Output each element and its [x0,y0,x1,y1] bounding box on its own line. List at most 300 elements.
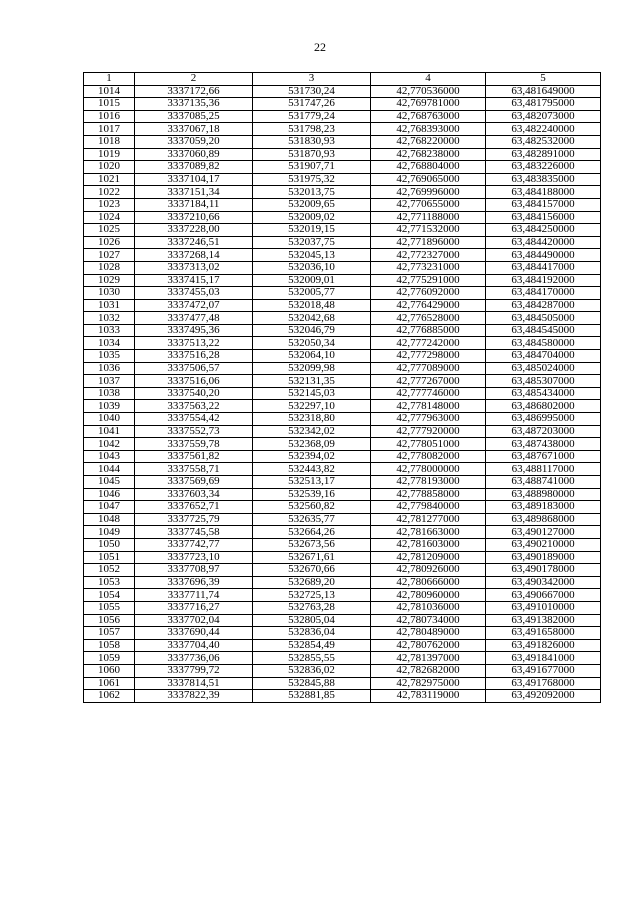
table-cell: 1024 [84,211,135,224]
table-cell: 42,771532000 [371,224,486,237]
table-row [84,589,601,602]
table-cell: 42,776528000 [371,312,486,325]
table-cell: 532145,03 [253,387,371,400]
table-cell: 42,782975000 [371,677,486,690]
table-row [84,148,601,161]
table-row [84,627,601,640]
table-cell: 3337558,71 [135,463,253,476]
table-cell: 42,780960000 [371,589,486,602]
table-row [84,652,601,665]
table-row [84,438,601,451]
table-row [84,337,601,350]
table-cell: 42,768804000 [371,161,486,174]
table-cell: 1026 [84,236,135,249]
table-cell: 1058 [84,639,135,652]
table-cell: 532805,04 [253,614,371,627]
table-cell: 3337711,74 [135,589,253,602]
table-cell: 1049 [84,526,135,539]
table-cell: 1021 [84,173,135,186]
column-header: 5 [486,73,601,86]
table-cell: 3337702,04 [135,614,253,627]
table-row [84,639,601,652]
table-row [84,123,601,136]
table-row [84,677,601,690]
table-cell: 63,484704000 [486,350,601,363]
table-cell: 3337559,78 [135,438,253,451]
table-cell: 42,770536000 [371,85,486,98]
table-cell: 42,780734000 [371,614,486,627]
table-cell: 3337477,48 [135,312,253,325]
table-cell: 3337210,66 [135,211,253,224]
table-cell: 1025 [84,224,135,237]
table-cell: 532046,79 [253,324,371,337]
table-row [84,564,601,577]
table-row [84,236,601,249]
table-cell: 1041 [84,425,135,438]
column-header: 4 [371,73,486,86]
table-cell: 42,768763000 [371,110,486,123]
table-cell: 532037,75 [253,236,371,249]
table-cell: 532018,48 [253,299,371,312]
table-cell: 42,772327000 [371,249,486,262]
table-row [84,463,601,476]
table-cell: 1042 [84,438,135,451]
table-cell: 63,491826000 [486,639,601,652]
table-cell: 63,486995000 [486,413,601,426]
table-cell: 1056 [84,614,135,627]
table-cell: 1059 [84,652,135,665]
table-cell: 532342,02 [253,425,371,438]
table-cell: 3337135,36 [135,98,253,111]
table-row [84,261,601,274]
column-header: 1 [84,73,135,86]
table-cell: 63,491768000 [486,677,601,690]
table-cell: 3337716,27 [135,601,253,614]
table-cell: 531907,71 [253,161,371,174]
table-cell: 3337563,22 [135,400,253,413]
table-cell: 63,484420000 [486,236,601,249]
table-cell: 42,768393000 [371,123,486,136]
table-cell: 3337736,06 [135,652,253,665]
table-cell: 63,483835000 [486,173,601,186]
table-cell: 42,780666000 [371,576,486,589]
table-cell: 532855,55 [253,652,371,665]
table-cell: 532689,20 [253,576,371,589]
table-cell: 1038 [84,387,135,400]
table-cell: 42,777089000 [371,362,486,375]
table-cell: 1043 [84,450,135,463]
table-row [84,576,601,589]
table-row [84,488,601,501]
table-cell: 63,485307000 [486,375,601,388]
table-cell: 63,484287000 [486,299,601,312]
table-cell: 63,484156000 [486,211,601,224]
table-cell: 1048 [84,513,135,526]
table-cell: 42,769065000 [371,173,486,186]
table-cell: 532443,82 [253,463,371,476]
table-cell: 63,485024000 [486,362,601,375]
table-row [84,538,601,551]
table-body [84,85,601,702]
table-cell: 3337151,34 [135,186,253,199]
table-cell: 63,491658000 [486,627,601,640]
table-cell: 42,778858000 [371,488,486,501]
table-cell: 42,769781000 [371,98,486,111]
table-cell: 42,776092000 [371,287,486,300]
table-cell: 3337814,51 [135,677,253,690]
table-cell: 3337690,44 [135,627,253,640]
table-cell: 42,778051000 [371,438,486,451]
table-row [84,198,601,211]
table-row [84,425,601,438]
table-cell: 42,768220000 [371,135,486,148]
table-cell: 63,482891000 [486,148,601,161]
table-header-row [84,73,601,86]
table-cell: 3337745,58 [135,526,253,539]
table-row [84,501,601,514]
table-cell: 42,781603000 [371,538,486,551]
table-cell: 63,484580000 [486,337,601,350]
table-cell: 532050,34 [253,337,371,350]
table-cell: 42,778000000 [371,463,486,476]
table-row [84,299,601,312]
table-cell: 63,490210000 [486,538,601,551]
table-cell: 42,770655000 [371,198,486,211]
table-cell: 63,484188000 [486,186,601,199]
table-cell: 63,484490000 [486,249,601,262]
table-cell: 63,484192000 [486,274,601,287]
table-cell: 532064,10 [253,350,371,363]
table-cell: 63,490178000 [486,564,601,577]
table-cell: 532836,04 [253,627,371,640]
table-cell: 3337799,72 [135,664,253,677]
table-row [84,387,601,400]
table-cell: 1054 [84,589,135,602]
table-cell: 532539,16 [253,488,371,501]
table-cell: 532673,56 [253,538,371,551]
table-cell: 531798,23 [253,123,371,136]
table-cell: 42,776429000 [371,299,486,312]
table-cell: 63,488980000 [486,488,601,501]
table-cell: 3337696,39 [135,576,253,589]
table-row [84,413,601,426]
table-cell: 1034 [84,337,135,350]
table-cell: 1035 [84,350,135,363]
table-cell: 1027 [84,249,135,262]
table-cell: 532368,09 [253,438,371,451]
table-cell: 42,781277000 [371,513,486,526]
table-cell: 42,781663000 [371,526,486,539]
table-cell: 1052 [84,564,135,577]
table-cell: 532318,80 [253,413,371,426]
table-cell: 3337561,82 [135,450,253,463]
table-row [84,98,601,111]
table-cell: 63,487203000 [486,425,601,438]
table-cell: 531779,24 [253,110,371,123]
table-cell: 1060 [84,664,135,677]
table-cell: 532005,77 [253,287,371,300]
table-cell: 532670,66 [253,564,371,577]
table-row [84,211,601,224]
table-cell: 532009,65 [253,198,371,211]
table-cell: 3337246,51 [135,236,253,249]
table-cell: 3337569,69 [135,476,253,489]
table-cell: 63,484250000 [486,224,601,237]
table-cell: 1022 [84,186,135,199]
table-row [84,249,601,262]
table-cell: 1015 [84,98,135,111]
table-cell: 42,780489000 [371,627,486,640]
table-cell: 1014 [84,85,135,98]
table-cell: 1028 [84,261,135,274]
table-cell: 3337415,17 [135,274,253,287]
table-cell: 63,491382000 [486,614,601,627]
table-cell: 532560,82 [253,501,371,514]
column-header: 3 [253,73,371,86]
table-cell: 63,487671000 [486,450,601,463]
table-cell: 1061 [84,677,135,690]
table-cell: 3337723,10 [135,551,253,564]
table-row [84,375,601,388]
table-cell: 42,777242000 [371,337,486,350]
table-cell: 63,482532000 [486,135,601,148]
table-row [84,324,601,337]
table-row [84,224,601,237]
table-cell: 42,782682000 [371,664,486,677]
table-cell: 63,484170000 [486,287,601,300]
table-cell: 3337708,97 [135,564,253,577]
table-cell: 532394,02 [253,450,371,463]
table-cell: 3337059,20 [135,135,253,148]
table-cell: 3337455,03 [135,287,253,300]
table-cell: 1017 [84,123,135,136]
table-cell: 1023 [84,198,135,211]
table-cell: 1019 [84,148,135,161]
table-cell: 63,481649000 [486,85,601,98]
table-cell: 1044 [84,463,135,476]
table-cell: 1036 [84,362,135,375]
table-cell: 42,781209000 [371,551,486,564]
table-cell: 1030 [84,287,135,300]
table-cell: 1046 [84,488,135,501]
table-cell: 1037 [84,375,135,388]
table-cell: 532009,02 [253,211,371,224]
table-cell: 63,490667000 [486,589,601,602]
table-cell: 42,781036000 [371,601,486,614]
table-cell: 42,776885000 [371,324,486,337]
table-cell: 1040 [84,413,135,426]
table-cell: 63,488741000 [486,476,601,489]
table-row [84,274,601,287]
coordinates-table [83,72,601,703]
table-cell: 63,487438000 [486,438,601,451]
table-cell: 3337552,73 [135,425,253,438]
table-cell: 42,777267000 [371,375,486,388]
table-cell: 42,783119000 [371,690,486,703]
table-cell: 42,777920000 [371,425,486,438]
table-cell: 42,781397000 [371,652,486,665]
table-cell: 42,769996000 [371,186,486,199]
table-cell: 1029 [84,274,135,287]
table-cell: 532036,10 [253,261,371,274]
table-cell: 42,778082000 [371,450,486,463]
table-cell: 3337085,25 [135,110,253,123]
table-cell: 532099,98 [253,362,371,375]
table-row [84,601,601,614]
table-cell: 1057 [84,627,135,640]
table-cell: 63,489183000 [486,501,601,514]
table-cell: 42,777746000 [371,387,486,400]
table-cell: 42,779840000 [371,501,486,514]
table-cell: 63,490342000 [486,576,601,589]
table-cell: 63,484157000 [486,198,601,211]
table-cell: 1047 [84,501,135,514]
table-cell: 3337513,22 [135,337,253,350]
table-cell: 42,778193000 [371,476,486,489]
table-cell: 532131,35 [253,375,371,388]
table-cell: 3337725,79 [135,513,253,526]
column-header: 2 [135,73,253,86]
table-row [84,614,601,627]
table-row [84,400,601,413]
table-cell: 531870,93 [253,148,371,161]
table-cell: 63,490189000 [486,551,601,564]
table-cell: 3337172,66 [135,85,253,98]
table-cell: 1016 [84,110,135,123]
table-cell: 3337603,34 [135,488,253,501]
table-cell: 1051 [84,551,135,564]
table-cell: 3337472,07 [135,299,253,312]
table-cell: 1018 [84,135,135,148]
table-cell: 531975,32 [253,173,371,186]
table-cell: 3337104,17 [135,173,253,186]
table-cell: 42,768238000 [371,148,486,161]
table-cell: 532513,17 [253,476,371,489]
table-cell: 532635,77 [253,513,371,526]
table-cell: 532019,15 [253,224,371,237]
table-cell: 3337822,39 [135,690,253,703]
table-row [84,362,601,375]
table-cell: 3337554,42 [135,413,253,426]
table-cell: 3337516,28 [135,350,253,363]
table-cell: 3337495,36 [135,324,253,337]
table-cell: 63,485434000 [486,387,601,400]
table-cell: 1045 [84,476,135,489]
table-cell: 531730,24 [253,85,371,98]
table-cell: 1033 [84,324,135,337]
table-cell: 532009,01 [253,274,371,287]
table-cell: 42,771188000 [371,211,486,224]
table-row [84,350,601,363]
table-cell: 531830,93 [253,135,371,148]
table-cell: 42,777963000 [371,413,486,426]
table-cell: 63,490127000 [486,526,601,539]
table-cell: 3337228,00 [135,224,253,237]
table-row [84,690,601,703]
table-cell: 532045,13 [253,249,371,262]
table-row [84,173,601,186]
table-cell: 532042,68 [253,312,371,325]
table-cell: 63,492092000 [486,690,601,703]
table-cell: 3337540,20 [135,387,253,400]
table-cell: 63,484505000 [486,312,601,325]
table-cell: 63,481795000 [486,98,601,111]
table-row [84,551,601,564]
page-number: 22 [314,40,326,54]
table-cell: 532013,75 [253,186,371,199]
table-row [84,312,601,325]
table-cell: 1020 [84,161,135,174]
table-cell: 532763,28 [253,601,371,614]
table-row [84,513,601,526]
table-row [84,186,601,199]
table-cell: 532854,49 [253,639,371,652]
table-cell: 3337089,82 [135,161,253,174]
table-cell: 63,491010000 [486,601,601,614]
table-cell: 532881,85 [253,690,371,703]
table-cell: 63,482240000 [486,123,601,136]
table-row [84,85,601,98]
table-cell: 3337268,14 [135,249,253,262]
table-cell: 63,491677000 [486,664,601,677]
table-cell: 42,771896000 [371,236,486,249]
table-cell: 1053 [84,576,135,589]
table-cell: 3337313,02 [135,261,253,274]
table-cell: 532725,13 [253,589,371,602]
table-cell: 63,484545000 [486,324,601,337]
table-cell: 63,491841000 [486,652,601,665]
table-cell: 531747,26 [253,98,371,111]
table-cell: 3337742,77 [135,538,253,551]
table-cell: 42,780762000 [371,639,486,652]
table-cell: 3337067,18 [135,123,253,136]
table-cell: 3337060,89 [135,148,253,161]
table-cell: 3337184,11 [135,198,253,211]
table-cell: 3337506,57 [135,362,253,375]
table-cell: 1062 [84,690,135,703]
table-row [84,450,601,463]
table-cell: 1050 [84,538,135,551]
table-cell: 63,486802000 [486,400,601,413]
table-row [84,161,601,174]
table-cell: 532664,26 [253,526,371,539]
table-cell: 3337516,06 [135,375,253,388]
table-row [84,287,601,300]
table-cell: 42,778148000 [371,400,486,413]
table-cell: 42,780926000 [371,564,486,577]
table-row [84,526,601,539]
table-cell: 42,777298000 [371,350,486,363]
table-cell: 1055 [84,601,135,614]
table-cell: 3337652,71 [135,501,253,514]
table-cell: 1032 [84,312,135,325]
table-cell: 63,482073000 [486,110,601,123]
table-cell: 42,775291000 [371,274,486,287]
table-cell: 532836,02 [253,664,371,677]
table-cell: 63,489868000 [486,513,601,526]
table-cell: 532297,10 [253,400,371,413]
table-cell: 532845,88 [253,677,371,690]
table-cell: 63,488117000 [486,463,601,476]
table-cell: 3337704,40 [135,639,253,652]
table-cell: 42,773231000 [371,261,486,274]
table-cell: 1031 [84,299,135,312]
table-row [84,110,601,123]
table-row [84,476,601,489]
table-row [84,664,601,677]
table-row [84,135,601,148]
table-cell: 63,483226000 [486,161,601,174]
